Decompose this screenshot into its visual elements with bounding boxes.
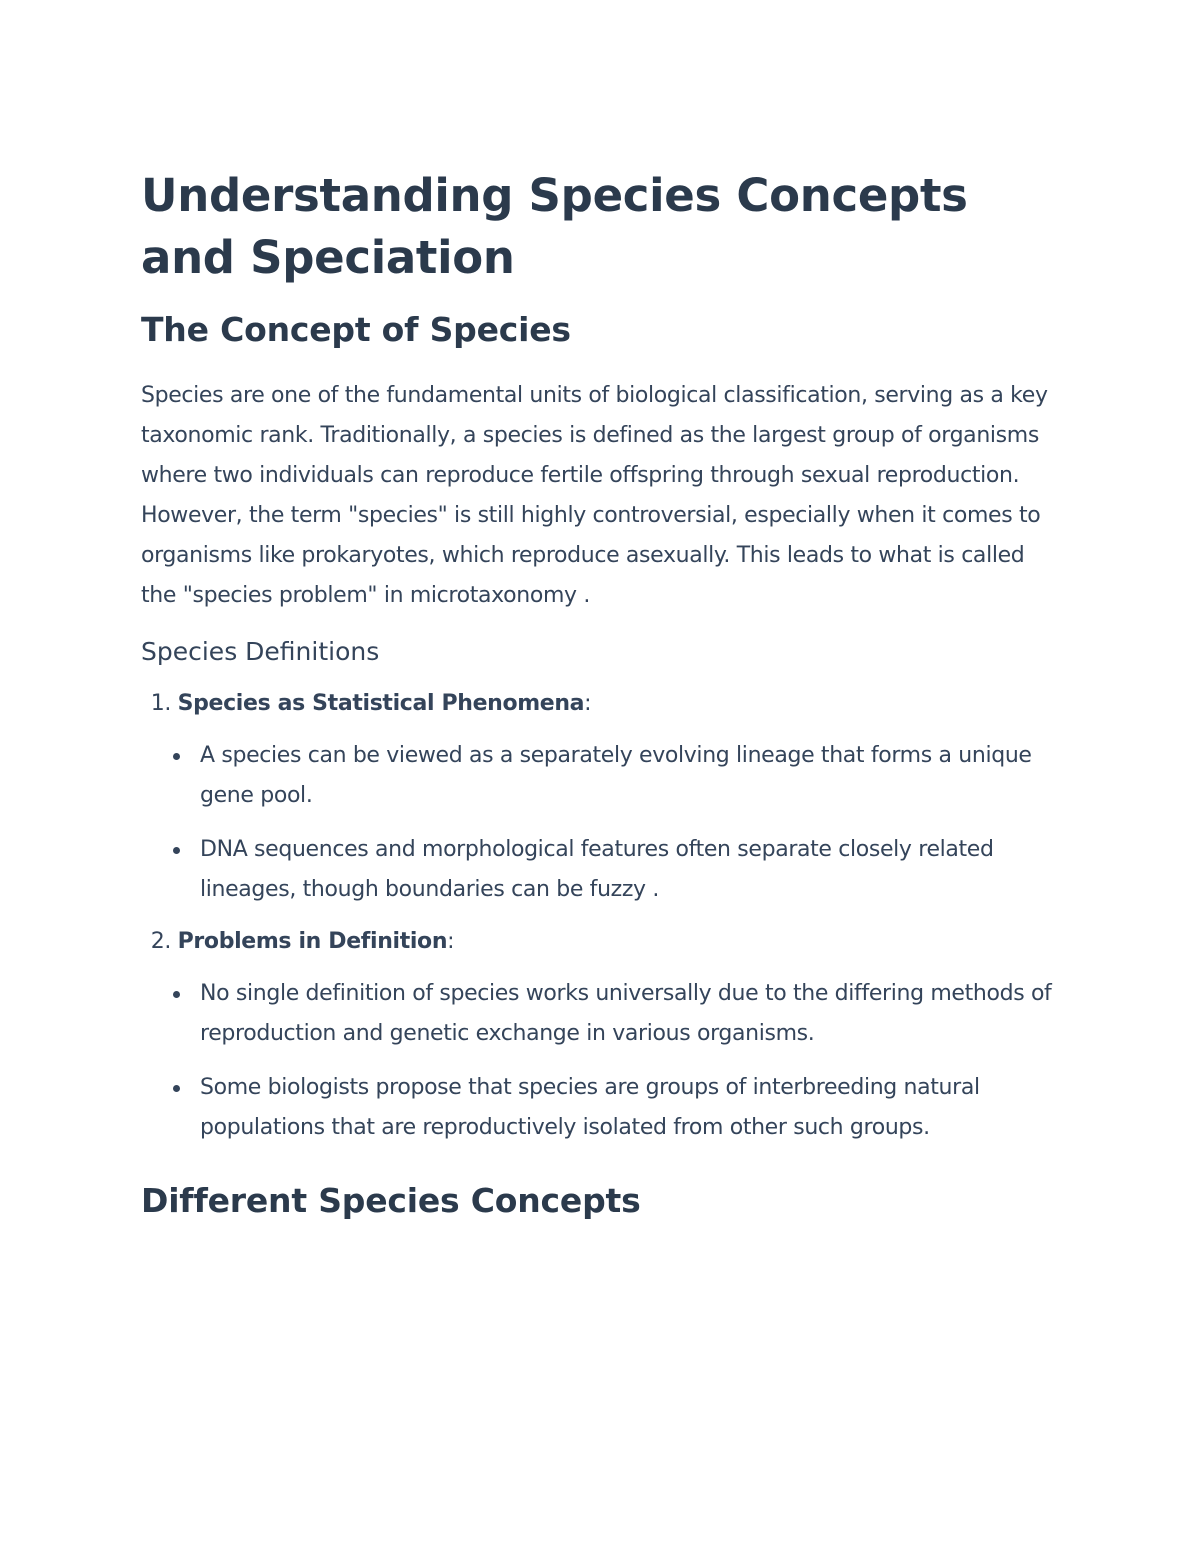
bullet-item — [141, 974, 1066, 1054]
bullet-item — [141, 736, 1066, 816]
bullet-list — [141, 736, 1066, 910]
section-heading-different-species-concepts: Different Species Concepts — [141, 1181, 641, 1220]
section-paragraph: Species are one of the fundamental units of biological classification, serving as a key taxonomic rank. Traditionally, a species is defined as the largest group of organisms where two individuals can reproduce fertile offspring through sexual reproduction. However, the term "species" is still highly controversial, especially when it comes to organisms like prokaryotes, which reproduce asexually. This leads to what is called the "species problem" in microtaxonomy . — [141, 383, 1048, 608]
bullet-icon — [173, 753, 180, 760]
list-number: 2. — [150, 929, 171, 954]
bullet-item — [141, 830, 1066, 910]
document-title: Understanding Species Concepts and Speciation — [141, 169, 968, 284]
bullet-text: A species can be viewed as a separately evolving lineage that forms a unique gene pool. — [200, 743, 1032, 808]
subheading-species-definitions: Species Definitions — [141, 637, 380, 666]
bullet-icon — [173, 1085, 180, 1092]
definitions-list — [141, 686, 1066, 1148]
bullet-text: DNA sequences and morphological features often separate closely related lineages, though boundaries can be fuzzy . — [200, 837, 994, 902]
bullet-text: No single definition of species works universally due to the differing methods of reproduction and genetic exchange in various organisms. — [200, 981, 1052, 1046]
section-heading-concept-of-species: The Concept of Species — [141, 310, 571, 349]
list-item-label: Problems in Definition — [177, 929, 448, 954]
list-item — [141, 686, 1066, 910]
list-item-suffix: : — [447, 929, 455, 954]
bullet-icon — [173, 847, 180, 854]
bullet-item — [141, 1068, 1066, 1148]
list-item-suffix: : — [584, 691, 592, 716]
list-item — [141, 924, 1066, 1148]
list-number: 1. — [150, 691, 171, 716]
bullet-text: Some biologists propose that species are groups of interbreeding natural populations that are reproductively isolated from other such groups. — [200, 1075, 980, 1140]
bullet-list — [141, 974, 1066, 1148]
list-item-label: Species as Statistical Phenomena — [177, 691, 585, 716]
document-page — [141, 165, 1066, 1223]
bullet-icon — [173, 991, 180, 998]
